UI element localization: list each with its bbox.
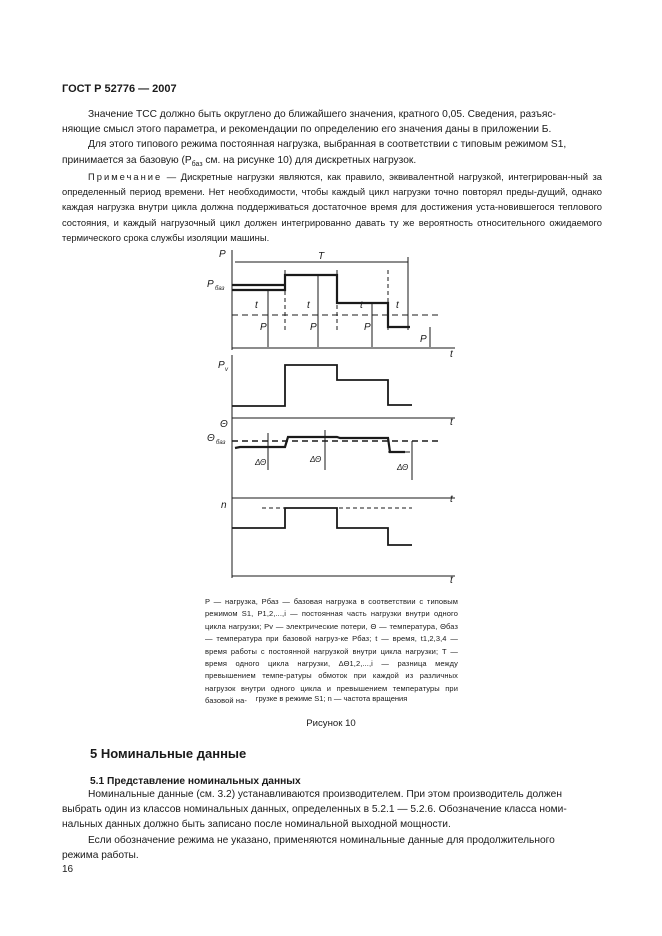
label-t-axis-1: t: [450, 349, 453, 360]
paragraph-line: Для этого типового режима постоянная нагрузка, выбранная в соответствии с типовым режимом S1,: [88, 139, 567, 151]
label-t1: t: [255, 300, 258, 311]
label-baz-sub: баз: [215, 286, 225, 292]
label-t-axis-2: t: [450, 417, 453, 428]
label-t-axis-3: t: [450, 494, 453, 505]
label-d-theta2: ΔΘ: [310, 455, 322, 464]
label-p3: P: [364, 322, 371, 333]
figure-caption: Рисунок 10: [306, 718, 356, 729]
label-theta: Θ: [220, 419, 228, 430]
figure-legend-last-line: грузке в режиме S1; n — частота вращения: [255, 694, 408, 703]
label-n: n: [221, 500, 227, 511]
paragraph-line: выбрать один из классов номинальных данных, определенных в 5.2.1 — 5.2.6. Обозначение класса номи-: [62, 804, 567, 816]
label-d-theta4: ΔΘ: [397, 463, 409, 472]
label-theta-baz: Θ: [207, 433, 215, 444]
label-p-baz: P: [207, 279, 214, 290]
paragraph-line: Значение ТСС должно быть округлено до ближайшего значения, кратного 0,05. Сведения, разъяс-: [88, 109, 556, 120]
label-t-axis-4: t: [450, 575, 453, 586]
page-number: 16: [62, 864, 74, 875]
document-header: ГОСТ Р 52776 — 2007: [62, 83, 177, 95]
label-p1: P: [260, 322, 267, 333]
theta-curve: [235, 437, 405, 452]
label-pv: P: [218, 360, 225, 371]
text-span: см. на рисунке 10) для дискретных нагрузок.: [202, 154, 417, 166]
label-d-theta1: ΔΘ: [255, 458, 267, 467]
p-load-curve: [232, 275, 410, 327]
note-text: — Дискретные нагрузки являются, как правило, эквивалентной нагрузкой, интегрирован-ный за определенный период времени. Нет необходимости, чтобы каждый цикл нагрузки точно повторял преды-дущий, однако каждая нагрузка внутри цикла должна поддерживаться достаточное время для достижения уста-новившегося теплового состояния, и каждый нагрузочный цикл должен интегрированно давать ту же вероятность относительного ожидаемого термического срока службы изоляции машины.: [62, 171, 602, 243]
paragraph-line: режима работы.: [62, 849, 139, 861]
label-t4: t: [396, 300, 399, 311]
label-p: P: [219, 249, 226, 260]
paragraph-line: няющие смысл этого параметра, и рекомендации по определению его значения даны в приложении Б.: [62, 124, 552, 136]
label-p4: P: [420, 334, 427, 345]
label-t3: t: [360, 300, 363, 311]
label-p2: P: [310, 322, 317, 333]
label-v-sub: v: [225, 367, 228, 373]
paragraph-line: Номинальные данные (см. 3.2) устанавливаются производителем. При этом производитель должен: [88, 789, 562, 800]
subscript: баз: [191, 160, 203, 168]
paragraph-line: нальных данных должно быть записано после номинальной выходной мощности.: [62, 819, 451, 831]
figure-legend: P — нагрузка, Pбаз — базовая нагрузка в соответствии с типовым режимом S1, P1,2,...,i — постоянная часть нагрузки внутри одного цикла нагрузки; Pv — электрические потери, Θ — температура, Θбаз — температура при базовой нагруз-ке Pбаз; t — время, t1,2,3,4 — время работы с постоянной нагрузкой внутри цикла нагрузки; T — время одного цикла нагрузки, ΔΘ1,2,...,i — разница между превышением темпе-ратуры обмоток при каждой из различных нагрузок внутри одного цикла и превышением температуры при базовой на-: [205, 597, 458, 706]
section-paragraph: [62, 787, 602, 863]
paragraph-line: Если обозначение режима не указано, применяются номинальные данные для продолжительного: [88, 834, 555, 846]
subsection-title: 5.1 Представление номинальных данных: [90, 776, 301, 787]
section-title: 5 Номинальные данные: [90, 746, 247, 761]
n-curve: [232, 508, 412, 545]
note-label: Примечание: [88, 171, 163, 182]
pv-curve: [232, 365, 412, 406]
label-cycle-t: T: [318, 251, 325, 262]
text-span: принимается за базовую (P: [62, 154, 192, 166]
label-t2: t: [307, 300, 310, 311]
label-theta-baz-sub: баз: [216, 440, 226, 446]
